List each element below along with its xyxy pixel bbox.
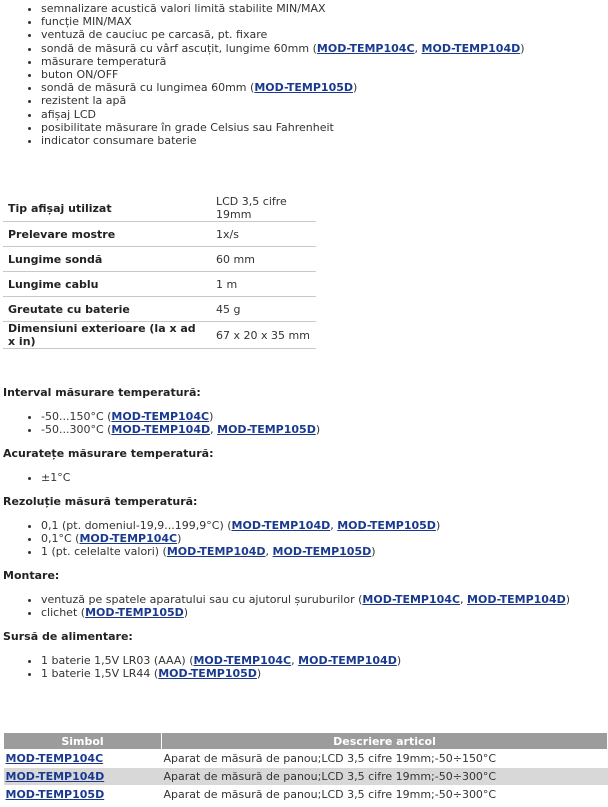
product-link[interactable]: MOD-TEMP104C: [79, 532, 178, 545]
article-symbol-link[interactable]: MOD-TEMP104C: [5, 752, 104, 765]
symbol-cell: [4, 786, 162, 804]
feature-item: [41, 28, 525, 41]
product-link[interactable]: MOD-TEMP105D: [337, 519, 436, 532]
item-text: 1 baterie 1,5V LR44 (: [41, 667, 159, 680]
item-text: posibilitate măsurare în grade Celsius sau Fahrenheit: [41, 120, 334, 134]
symbol-cell: [4, 768, 162, 786]
item-text: sondă de măsură cu lungimea 60mm (: [41, 81, 255, 95]
link-separator: ,: [265, 545, 273, 558]
spec-value: 1x/s: [211, 222, 316, 247]
section-item: [41, 423, 320, 436]
section-title: Montare:: [3, 569, 60, 582]
product-link[interactable]: MOD-TEMP104C: [193, 654, 292, 667]
product-link[interactable]: MOD-TEMP104D: [111, 423, 211, 436]
feature-item: [41, 81, 525, 94]
section-item: [41, 519, 440, 532]
link-separator: ,: [330, 519, 338, 532]
spec-section: [3, 495, 440, 558]
spec-value: 67 x 20 x 35 mm: [211, 322, 316, 349]
item-text: clichet (: [41, 606, 86, 619]
spec-label: Tip afișaj utilizat: [3, 195, 211, 222]
symbol-header: Simbol: [4, 733, 162, 750]
product-link[interactable]: MOD-TEMP104C: [316, 41, 415, 55]
spec-row: [3, 322, 316, 349]
feature-list: [0, 2, 525, 147]
spec-label: Lungime sondă: [3, 247, 211, 272]
item-suffix: ): [435, 519, 441, 532]
spec-label: Lungime cablu: [3, 272, 211, 297]
description-cell: Aparat de măsură de panou;LCD 3,5 cifre 19mm;-50÷150°C: [162, 750, 608, 768]
item-suffix: ): [565, 593, 571, 606]
spec-label: Greutate cu baterie: [3, 297, 211, 322]
specs-table: [3, 195, 316, 349]
spec-section: [3, 447, 214, 484]
item-text: afișaj LCD: [41, 107, 96, 121]
section-title: Rezoluție măsură temperatură:: [3, 495, 198, 508]
product-link[interactable]: MOD-TEMP104C: [111, 410, 210, 423]
spec-row: [3, 297, 316, 322]
item-text: măsurare temperatură: [41, 54, 167, 68]
section-item: [41, 532, 440, 545]
section-item: [41, 667, 401, 680]
spec-section: [3, 569, 570, 619]
item-suffix: ): [315, 423, 321, 436]
product-link[interactable]: MOD-TEMP104D: [298, 654, 397, 667]
product-link[interactable]: MOD-TEMP105D: [272, 545, 372, 558]
product-link[interactable]: MOD-TEMP104D: [231, 519, 331, 532]
item-text: ±1°C: [41, 471, 71, 484]
item-suffix: ): [353, 81, 358, 95]
link-separator: ,: [210, 423, 218, 436]
product-link[interactable]: MOD-TEMP104C: [362, 593, 461, 606]
description-cell: Aparat de măsură de panou;LCD 3,5 cifre 19mm;-50÷300°C: [162, 786, 608, 804]
item-text: buton ON/OFF: [41, 68, 119, 82]
item-text: semnalizare acustică valori limită stabilite MIN/MAX: [41, 2, 326, 15]
product-link[interactable]: MOD-TEMP104D: [467, 593, 566, 606]
description-header: Descriere articol: [162, 733, 608, 750]
link-separator: ,: [460, 593, 468, 606]
product-link[interactable]: MOD-TEMP104D: [421, 41, 521, 55]
article-row: [4, 750, 608, 768]
section-item: [41, 545, 440, 558]
feature-item: [41, 134, 525, 147]
spec-value: 60 mm: [211, 247, 316, 272]
item-text: ventuză pe spatele aparatului sau cu ajutorul șuruburilor (: [41, 593, 363, 606]
description-cell: Aparat de măsură de panou;LCD 3,5 cifre 19mm;-50÷300°C: [162, 768, 608, 786]
feature-item: [41, 2, 525, 15]
feature-item: [41, 15, 525, 28]
item-suffix: ): [520, 41, 525, 55]
section-item: [41, 471, 214, 484]
spec-value: LCD 3,5 cifre 19mm: [211, 195, 316, 222]
item-text: ventuză de cauciuc pe carcasă, pt. fixare: [41, 28, 268, 42]
item-suffix: ): [256, 667, 262, 680]
item-text: funcție MIN/MAX: [41, 15, 132, 29]
spec-section: [3, 630, 401, 680]
item-suffix: ): [177, 532, 182, 545]
item-suffix: ): [183, 606, 189, 619]
articles-table: [3, 732, 608, 804]
section-title: Sursă de alimentare:: [3, 630, 133, 643]
item-text: 1 baterie 1,5V LR03 (AAA) (: [41, 654, 194, 667]
product-link[interactable]: MOD-TEMP105D: [254, 81, 354, 95]
spec-value: 1 m: [211, 272, 316, 297]
feature-item: [41, 94, 525, 107]
item-text: 0,1°C (: [41, 532, 80, 545]
feature-item: [41, 55, 525, 68]
item-text: 1 (pt. celelalte valori) (: [41, 545, 167, 558]
product-link[interactable]: MOD-TEMP105D: [158, 667, 257, 680]
item-suffix: ): [396, 654, 402, 667]
section-item: [41, 606, 570, 619]
item-text: rezistent la apă: [41, 94, 127, 108]
item-text: -50...300°C (: [41, 423, 112, 436]
section-list: [3, 519, 440, 558]
spec-row: [3, 222, 316, 247]
section-item: [41, 410, 320, 423]
item-text: 0,1 (pt. domeniul-19,9...199,9°C) (: [41, 519, 232, 532]
spec-row: [3, 272, 316, 297]
article-row: [4, 786, 608, 804]
section-list: [3, 593, 570, 619]
section-title: Acuratețe măsurare temperatură:: [3, 447, 214, 460]
item-text: -50...150°C (: [41, 410, 112, 423]
link-separator: ,: [291, 654, 299, 667]
item-suffix: ): [371, 545, 376, 558]
symbol-cell: [4, 750, 162, 768]
spec-label: Prelevare mostre: [3, 222, 211, 247]
spec-row: [3, 195, 316, 222]
feature-item: [41, 68, 525, 81]
section-list: [3, 410, 320, 436]
section-title: Interval măsurare temperatură:: [3, 386, 201, 399]
feature-item: [41, 121, 525, 134]
spec-value: 45 g: [211, 297, 316, 322]
section-list: [3, 654, 401, 680]
product-link[interactable]: MOD-TEMP104D: [166, 545, 266, 558]
article-symbol-link[interactable]: MOD-TEMP104D: [5, 770, 105, 783]
article-row: [4, 768, 608, 786]
product-link[interactable]: MOD-TEMP105D: [85, 606, 184, 619]
item-text: indicator consumare baterie: [41, 134, 197, 148]
spec-label: Dimensiuni exterioare (la x ad x in): [3, 322, 211, 349]
articles-header-row: [4, 733, 608, 750]
section-item: [41, 654, 401, 667]
item-suffix: ): [209, 410, 214, 423]
spec-section: [3, 386, 320, 436]
section-list: [3, 471, 214, 484]
feature-item: [41, 42, 525, 55]
link-separator: ,: [414, 41, 422, 55]
spec-row: [3, 247, 316, 272]
section-item: [41, 593, 570, 606]
article-symbol-link[interactable]: MOD-TEMP105D: [5, 788, 105, 801]
feature-item: [41, 108, 525, 121]
product-link[interactable]: MOD-TEMP105D: [217, 423, 316, 436]
item-text: sondă de măsură cu vârf ascuțit, lungime 60mm (: [41, 41, 317, 55]
